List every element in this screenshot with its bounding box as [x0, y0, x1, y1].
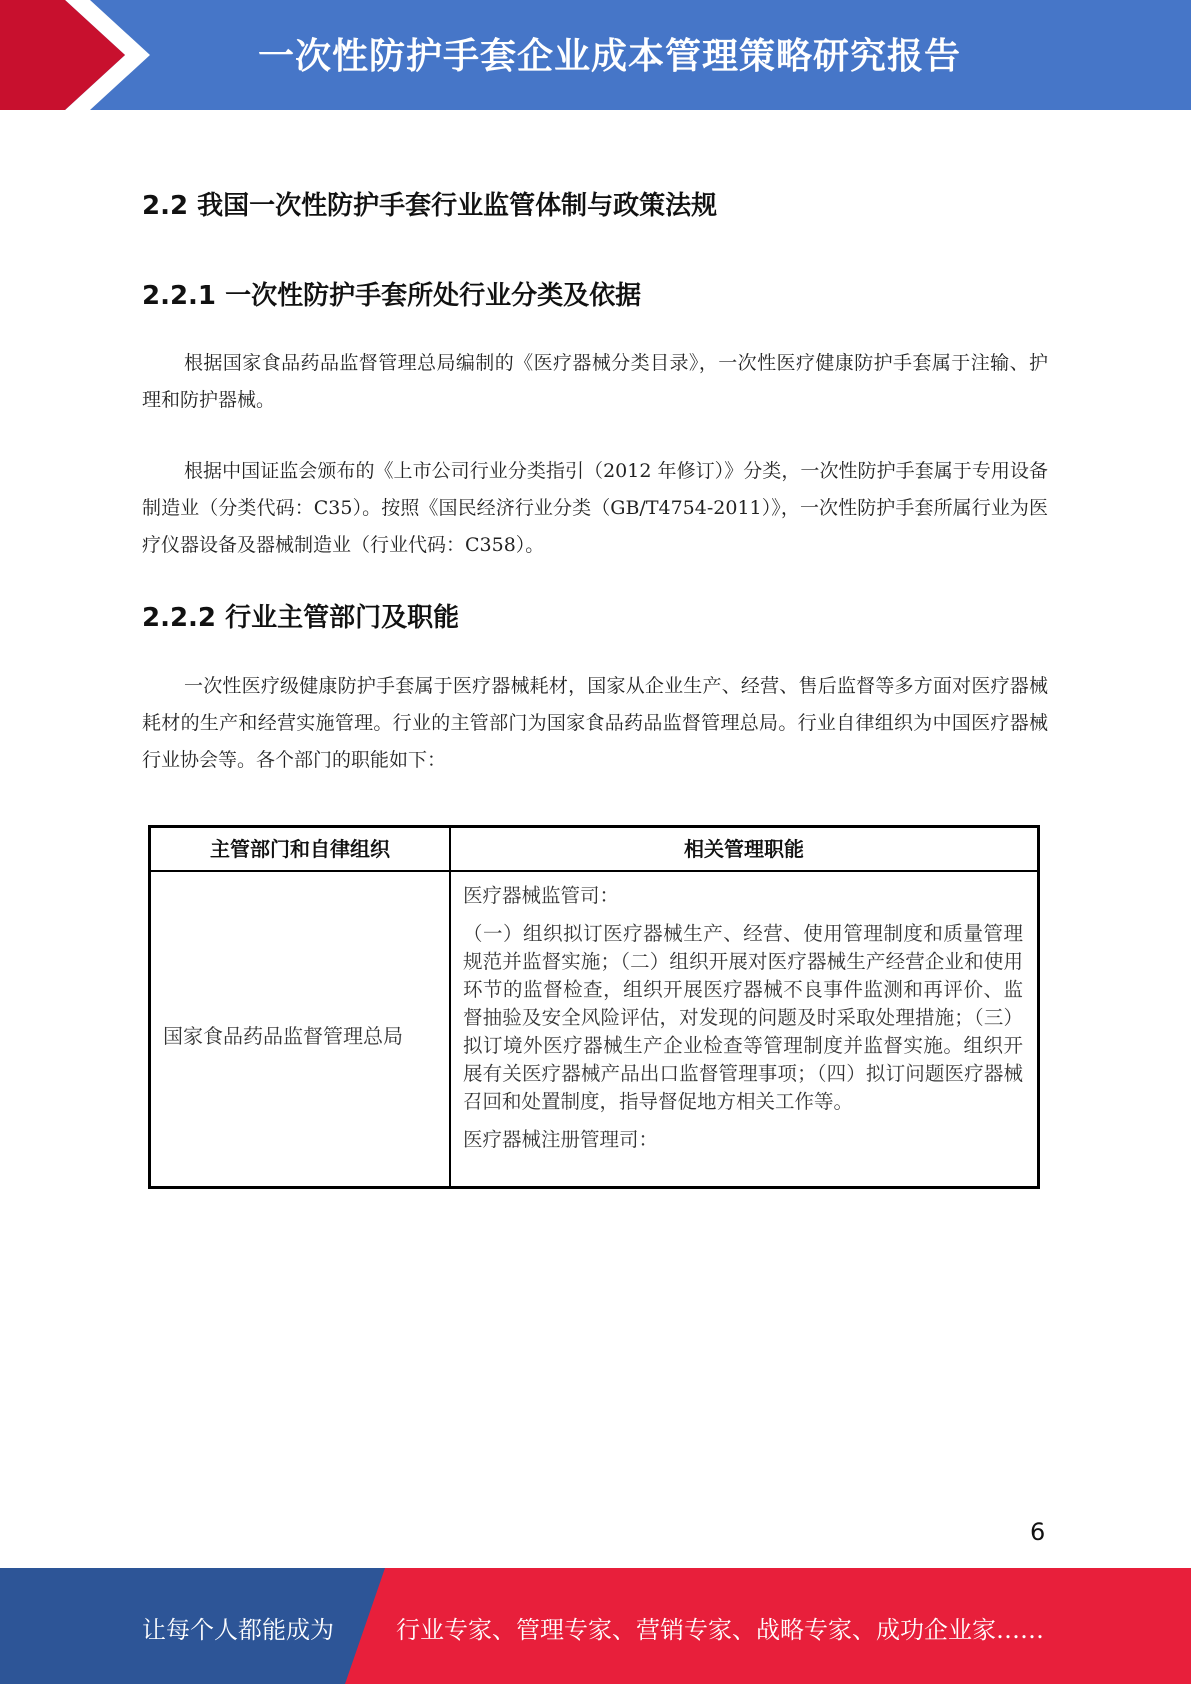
table-header-duties: 相关管理职能 — [684, 837, 804, 861]
table-cell-duties — [463, 882, 1023, 1154]
table-cell-authority-name: 国家食品药品监督管理总局 — [163, 1024, 403, 1048]
page-footer — [0, 1568, 1191, 1684]
duty-section-title: 医疗器械注册管理司： — [463, 1128, 659, 1151]
table-header-divider — [151, 870, 1037, 872]
footer-slogan-left: 让每个人都能成为 — [142, 1616, 334, 1644]
duty-section-text: （一）组织拟订医疗器械生产、经营、使用管理制度和质量管理规范并监督实施；（二）组织开展对医疗器械生产经营企业和使用环节的监督检查，组织开展医疗器械不良事件监测和再评价、监督抽验及安全风险评估，对发现的问题及时采取处理措施；（三）拟订境外医疗器械生产企业检查等管理制度并监督实施。组织开展有关医疗器械产品出口监督管理事项；（四）拟订问题医疗器械召回和处置制度，指导督促地方相关工作等。 — [463, 922, 1023, 1113]
paragraph-industry-classification: 根据中国证监会颁布的《上市公司行业分类指引（2012 年修订）》分类，一次性防护手套属于专用设备制造业（分类代码：C35）。按照《国民经济行业分类（GB/T4754-2011）》，一次性防护手套所属行业为医疗仪器设备及器械制造业（行业代码：C358）。 — [142, 460, 1048, 556]
page-number: 6 — [1030, 1518, 1046, 1546]
report-title: 一次性防护手套企业成本管理策略研究报告 — [258, 36, 962, 77]
header-red-arrow-decoration — [0, 0, 140, 110]
heading-2-2: 2.2 我国一次性防护手套行业监管体制与政策法规 — [142, 191, 718, 221]
paragraph-regulatory-authorities: 一次性医疗级健康防护手套属于医疗器械耗材，国家从企业生产、经营、售后监督等多方面对医疗器械耗材的生产和经营实施管理。行业的主管部门为国家食品药品监督管理总局。行业自律组织为中国医疗器械行业协会等。各个部门的职能如下： — [142, 675, 1048, 771]
authority-duties-table — [148, 825, 1040, 1189]
footer-slogan-right: 行业专家、管理专家、营销专家、战略专家、成功企业家…… — [396, 1616, 1044, 1644]
paragraph-classification-catalog: 根据国家食品药品监督管理总局编制的《医疗器械分类目录》，一次性医疗健康防护手套属于注输、护理和防护器械。 — [142, 352, 1048, 411]
heading-2-2-2: 2.2.2 行业主管部门及职能 — [142, 603, 460, 633]
heading-2-2-1: 2.2.1 一次性防护手套所处行业分类及依据 — [142, 281, 642, 311]
table-column-divider — [449, 828, 451, 1186]
table-header-authority: 主管部门和自律组织 — [210, 837, 390, 861]
duty-section-title: 医疗器械监管司： — [463, 884, 620, 907]
page-header — [0, 0, 1191, 110]
